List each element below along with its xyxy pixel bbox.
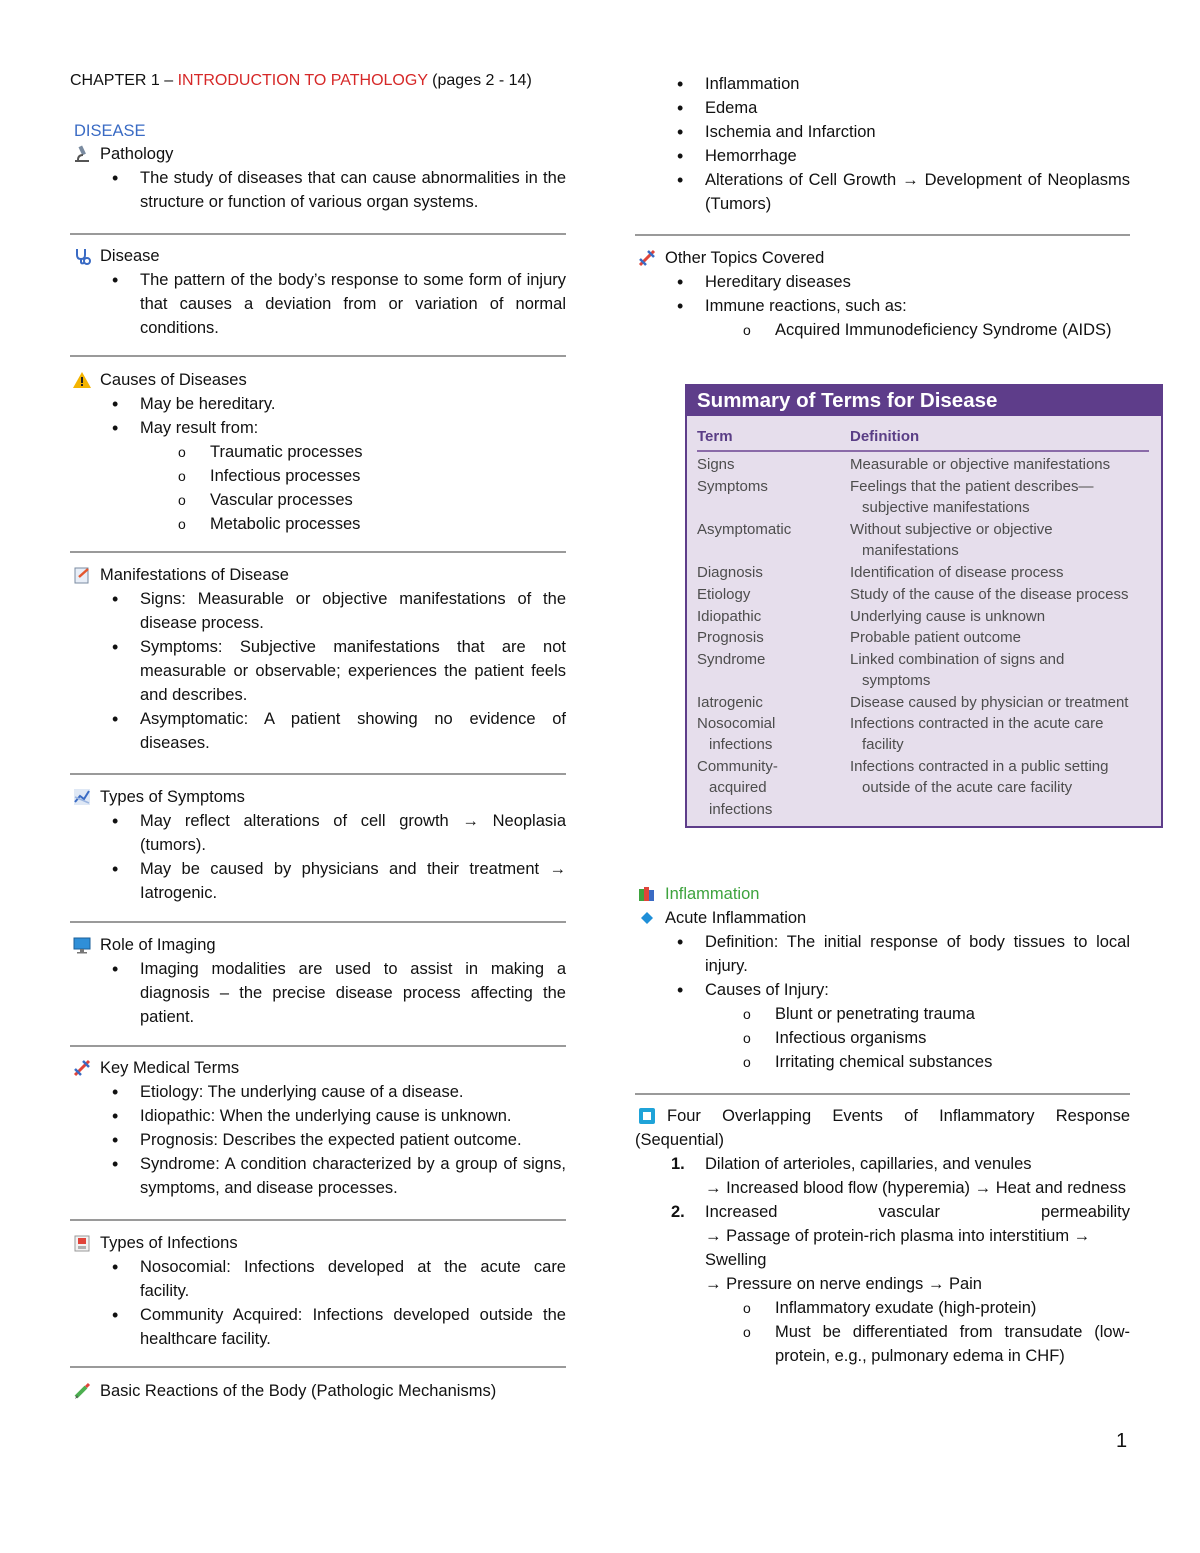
list-item: o Infectious organisms xyxy=(635,1026,1130,1050)
list-item: o Vascular processes xyxy=(70,488,566,512)
reactions-list-section xyxy=(635,72,1130,216)
pencil-icon xyxy=(70,1379,94,1403)
square-icon xyxy=(635,1104,659,1128)
divider xyxy=(70,1366,566,1368)
list-item: → Increased blood flow (hyperemia) → Heat and redness xyxy=(705,1179,1126,1197)
list-item: • Inflammation xyxy=(635,72,1130,96)
microscope-icon xyxy=(70,142,94,166)
list-item: • May result from: xyxy=(70,416,566,440)
list-item: o Must be differentiated from transudate (low-protein, e.g., pulmonary edema in CHF) xyxy=(635,1320,1130,1368)
list-item: o Acquired Immunodeficiency Syndrome (AIDS) xyxy=(635,318,1130,342)
dna-icon xyxy=(635,246,659,270)
divider xyxy=(70,1045,566,1047)
list-item: • Hereditary diseases xyxy=(635,270,1130,294)
chart-icon xyxy=(70,785,94,809)
stethoscope-icon xyxy=(70,244,94,268)
list-item: o Metabolic processes xyxy=(70,512,566,536)
divider xyxy=(70,551,566,553)
pathology-definition: • The study of diseases that can cause abnormalities in the structure or function of various organ systems. xyxy=(70,166,566,214)
four-events-heading: Four Overlapping Events of Inflammatory Response (Sequential) xyxy=(635,1104,1130,1152)
list-item: 1. Dilation of arterioles, capillaries, and venules xyxy=(671,1155,1032,1173)
list-item: • Syndrome: A condition characterized by a group of signs, symptoms, and disease processes. xyxy=(70,1152,566,1200)
list-item: • Definition: The initial response of body tissues to local injury. xyxy=(635,930,1130,978)
table-header xyxy=(697,428,1149,452)
other-topics-section: Other Topics Covered • Hereditary diseases • Immune reactions, such as: o Acquired Immunodeficiency Syndrome (AIDS) xyxy=(635,246,1130,342)
clipboard-icon xyxy=(70,563,94,587)
column-header-definition: Definition xyxy=(850,428,920,445)
list-item: • Nosocomial: Infections developed at the acute care facility. xyxy=(70,1255,566,1303)
chapter-title: CHAPTER 1 – INTRODUCTION TO PATHOLOGY (pages 2 - 14) xyxy=(70,72,532,89)
list-item: • Asymptomatic: A patient showing no evidence of diseases. xyxy=(70,707,566,755)
list-item: • Alterations of Cell Growth → Development of Neoplasms (Tumors) xyxy=(635,168,1130,216)
diamond-bullet-icon xyxy=(635,906,659,930)
books-icon xyxy=(635,882,659,906)
four-events-section xyxy=(635,1104,1130,1368)
disease-heading: DISEASE xyxy=(74,122,146,140)
list-item: o Inflammatory exudate (high-protein) xyxy=(635,1296,1130,1320)
list-item: • May be hereditary. xyxy=(70,392,566,416)
list-item: o Traumatic processes xyxy=(70,440,566,464)
dna-icon xyxy=(70,1056,94,1080)
disease-section xyxy=(70,120,566,214)
symptom-types-section: Types of Symptoms • May reflect alterations of cell growth → Neoplasia (tumors). • May be caused by physicians and their treatment → Iatrogenic. xyxy=(70,785,566,905)
divider xyxy=(70,773,566,775)
list-item: • Symptoms: Subjective manifestations that are not measurable or observable; experiences the patient feels and describes. xyxy=(70,635,566,707)
list-item: → Pressure on nerve endings → Pain xyxy=(705,1275,982,1293)
column-header-term: Term xyxy=(697,428,733,445)
divider xyxy=(70,921,566,923)
list-item: • Hemorrhage xyxy=(635,144,1130,168)
disease-definition: • The pattern of the body’s response to some form of injury that causes a deviation from or variation of normal conditions. xyxy=(70,268,566,340)
list-item: o Blunt or penetrating trauma xyxy=(635,1002,1130,1026)
list-item: • Imaging modalities are used to assist in making a diagnosis – the precise disease process affecting the patient. xyxy=(70,957,566,1029)
list-item: 2. Increased vascular permeability xyxy=(671,1203,1130,1221)
list-item: • Causes of Injury: xyxy=(635,978,1130,1002)
list-item: • May reflect alterations of cell growth → Neoplasia (tumors). xyxy=(70,809,566,857)
basic-reactions-section: Basic Reactions of the Body (Pathologic Mechanisms) xyxy=(70,1379,566,1403)
list-item: • May be caused by physicians and their treatment → Iatrogenic. xyxy=(70,857,566,905)
list-item: • Etiology: The underlying cause of a disease. xyxy=(70,1080,566,1104)
hospital-icon xyxy=(70,1231,94,1255)
infections-section: Types of Infections • Nosocomial: Infections developed at the acute care facility. • Community Acquired: Infections developed outside the healthcare facility. xyxy=(70,1231,566,1351)
divider xyxy=(70,1219,566,1221)
divider xyxy=(635,1093,1130,1095)
pathology-heading: Pathology xyxy=(70,142,566,166)
list-item: • Immune reactions, such as: xyxy=(635,294,1130,318)
list-item: • Idiopathic: When the underlying cause is unknown. xyxy=(70,1104,566,1128)
disease-definition-section: Disease • The pattern of the body’s response to some form of injury that causes a deviation from or variation of normal conditions. xyxy=(70,244,566,340)
list-item: • Prognosis: Describes the expected patient outcome. xyxy=(70,1128,566,1152)
list-item: → Passage of protein-rich plasma into interstitium → Swelling xyxy=(705,1227,1091,1269)
list-item: o Irritating chemical substances xyxy=(635,1050,1130,1074)
summary-terms-table: Summary of Terms for Disease Term Definition Signs Measurable or objective manifestations Symptoms Feelings that the patient describes— subjective manifestations Asymptomatic Without subjective or objective manifestations Diagnosis Identification of disease process Etiology Study of the cause of the disease process Idiopathic Underlying cause is unknown Prognosis Probable patient outcome Syndrome Linked combination of signs and symptoms Iatrogenic Disease caused by physician or treatment Nosocomial infections Infections contracted in the acute care facility Community- acquired infections Infections contracted in a public setting outside of the acute care facility xyxy=(685,384,1163,828)
key-terms-section: Key Medical Terms • Etiology: The underlying cause of a disease. • Idiopathic: When the underlying cause is unknown. • Prognosis: Describes the expected patient outcome. • Syndrome: A condition characterized by a group of signs, symptoms, and disease processes. xyxy=(70,1056,566,1200)
warning-icon xyxy=(70,368,94,392)
imaging-section: Role of Imaging • Imaging modalities are used to assist in making a diagnosis – the precise disease process affecting the patient. xyxy=(70,933,566,1029)
divider xyxy=(70,233,566,235)
divider xyxy=(70,355,566,357)
list-item: • Signs: Measurable or objective manifestations of the disease process. xyxy=(70,587,566,635)
causes-section: Causes of Diseases • May be hereditary. • May result from: o Traumatic processes o Infectious processes o Vascular processes o Metabolic processes xyxy=(70,368,566,536)
list-item: o Infectious processes xyxy=(70,464,566,488)
manifestations-section: Manifestations of Disease • Signs: Measurable or objective manifestations of the disease process. • Symptoms: Subjective manifestations that are not measurable or observable; experiences the patient feels and describes. • Asymptomatic: A patient showing no evidence of diseases. xyxy=(70,563,566,755)
monitor-icon xyxy=(70,933,94,957)
list-item: • Community Acquired: Infections developed outside the healthcare facility. xyxy=(70,1303,566,1351)
divider xyxy=(635,234,1130,236)
inflammation-section: Inflammation Acute Inflammation • Definition: The initial response of body tissues to local injury. • Causes of Injury: o Blunt or penetrating trauma o Infectious organisms o Irritating chemical substances xyxy=(635,882,1130,1074)
page-number: 1 xyxy=(1116,1430,1128,1452)
list-item: • Edema xyxy=(635,96,1130,120)
table-title: Summary of Terms for Disease xyxy=(687,386,1161,416)
list-item: • Ischemia and Infarction xyxy=(635,120,1130,144)
